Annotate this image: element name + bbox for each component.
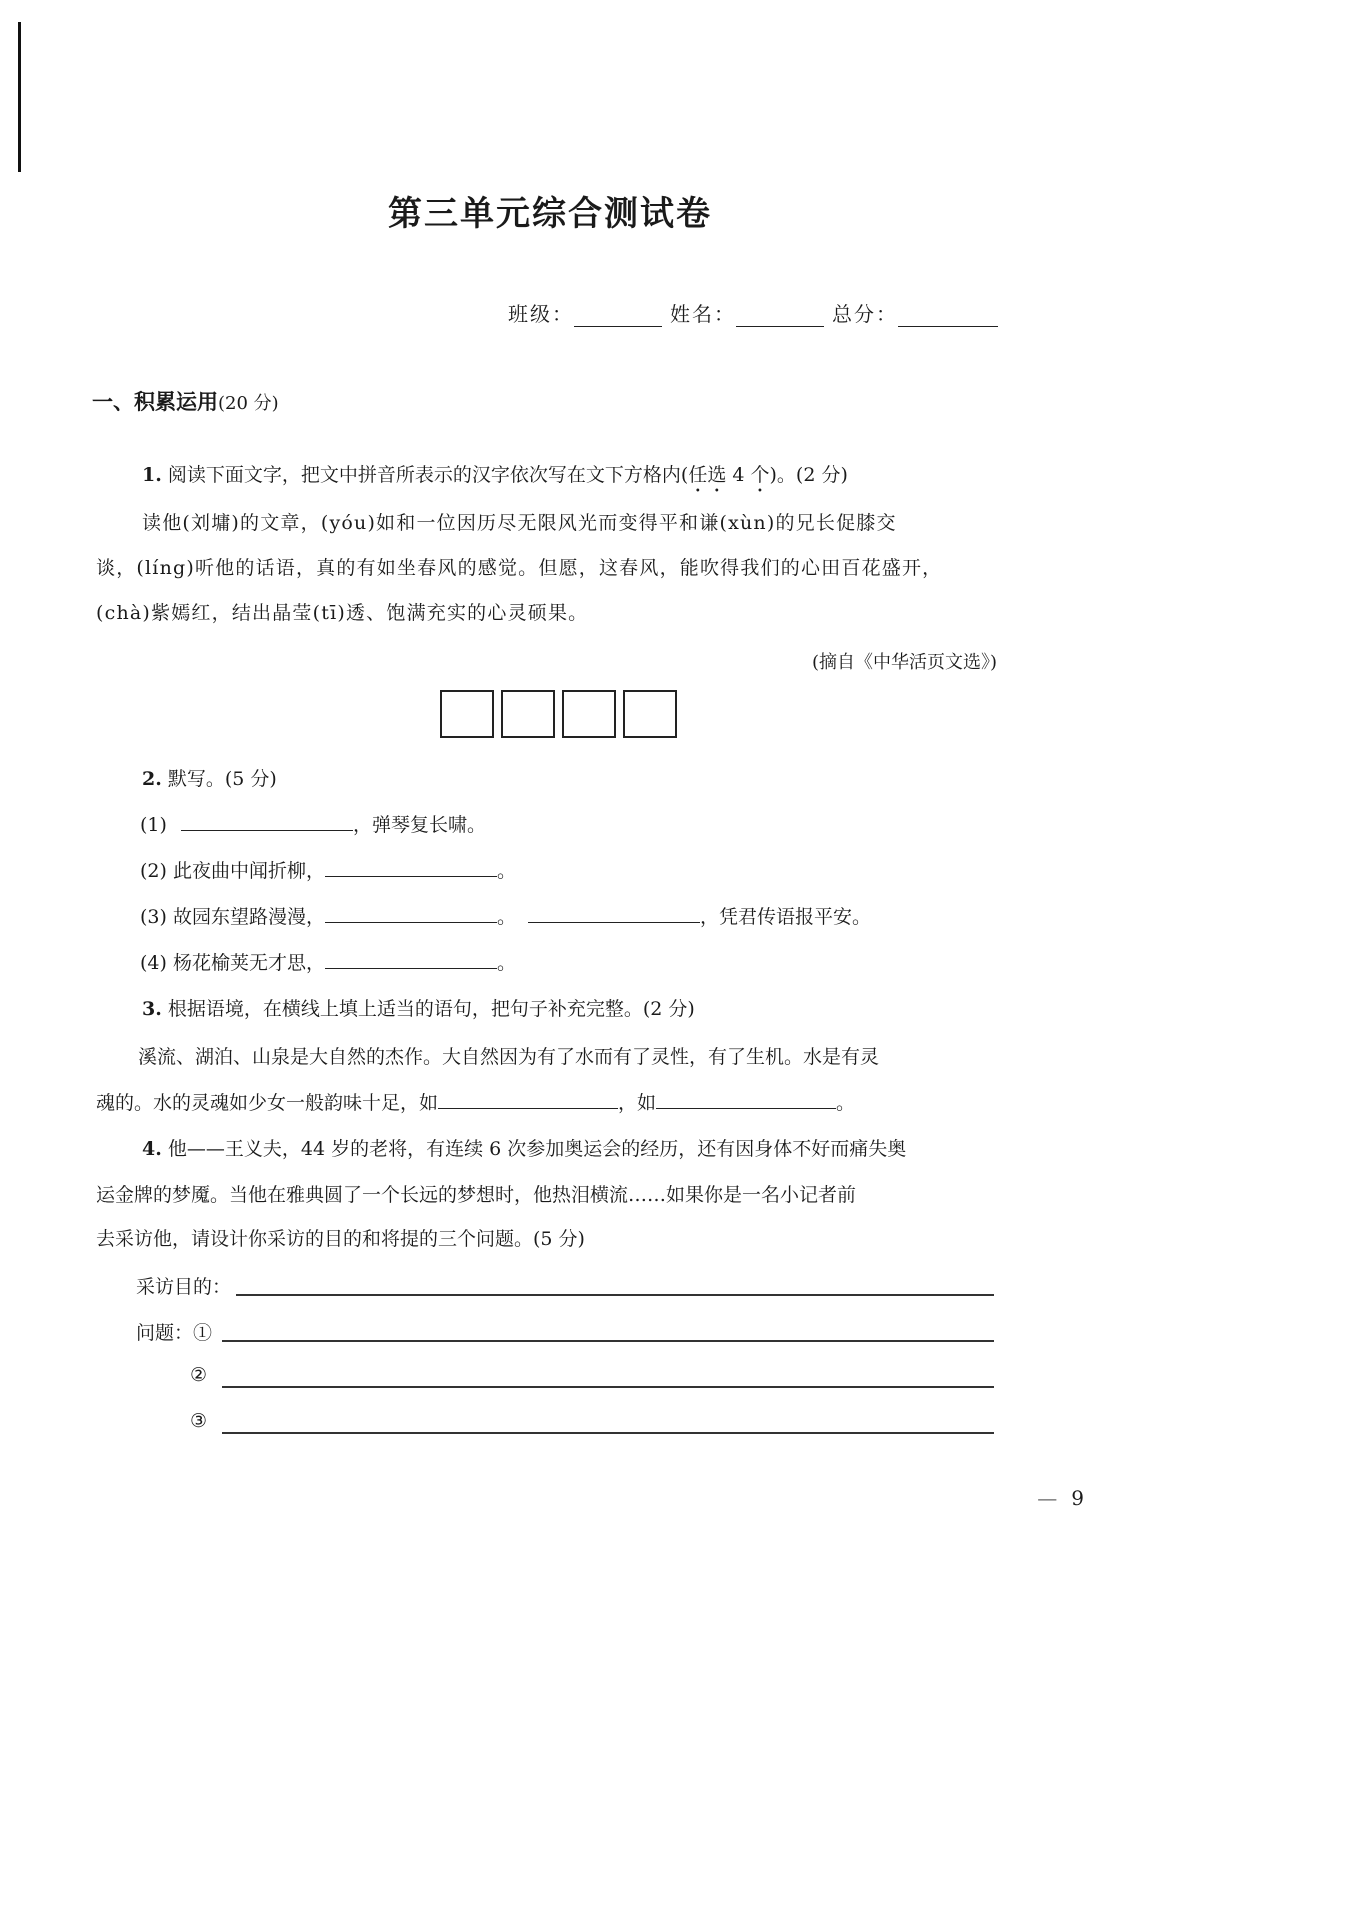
section-heading (92, 386, 279, 416)
q4-line-3: 去采访他，请设计你采访的目的和将提的三个问题。(5 分) (96, 1228, 585, 1250)
q2-item-2 (140, 856, 516, 883)
q3-line-2 (96, 1088, 855, 1115)
q1-number: 1. (142, 464, 162, 486)
answer-box[interactable] (501, 690, 555, 738)
page-title: 第三单元综合测试卷 (388, 194, 712, 234)
section-score: (20 分) (218, 393, 279, 414)
q1-emphasis-2: 个 (750, 464, 770, 486)
student-info (508, 298, 998, 327)
question-label (136, 1318, 212, 1345)
question-answer-line-3[interactable] (222, 1432, 994, 1434)
q1-passage-line-3: (chà)紫嫣红，结出晶莹(tī)透、饱满充实的心灵硕果。 (96, 602, 589, 624)
question-marker-3: ③ (190, 1410, 208, 1432)
q2-number: 2. (142, 768, 162, 790)
fill-blank[interactable] (325, 902, 497, 923)
fill-blank[interactable] (438, 1088, 618, 1109)
q4-line-2: 运金牌的梦魇。当他在雅典圆了一个长远的梦想时，他热泪横流……如果你是一名小记者前 (96, 1184, 857, 1206)
answer-boxes (440, 690, 684, 738)
section-label: 一、积累运用 (92, 390, 218, 414)
q1-emphasis: 任选 (688, 464, 727, 486)
q1-score: )。(2 分) (769, 464, 848, 486)
fill-blank[interactable] (181, 810, 353, 831)
q2-item-number: (3) (140, 906, 167, 928)
name-label: 姓名： (670, 302, 736, 326)
q2-item-4 (140, 948, 516, 975)
q1-source: (摘自《中华活页文选》) (811, 652, 997, 673)
q2-prompt (142, 764, 277, 791)
fill-blank[interactable] (656, 1088, 836, 1109)
question-answer-line-2[interactable] (222, 1386, 994, 1388)
q3-text: 魂的。水的灵魂如少女一般韵味十足，如 (96, 1092, 439, 1114)
q2-item-1 (140, 810, 486, 837)
q2-item-text: 。 (496, 952, 516, 974)
answer-box[interactable] (623, 690, 677, 738)
question-answer-line-1[interactable] (222, 1340, 994, 1342)
name-field[interactable] (736, 306, 824, 327)
q3-text: ，如 (618, 1092, 657, 1114)
q2-item-text: 。 (496, 860, 516, 882)
q2-item-text: ，弹琴复长啸。 (352, 814, 486, 836)
q1-count: 4 (726, 464, 751, 486)
page-number-value: 9 (1071, 1486, 1084, 1510)
score-field[interactable] (898, 306, 998, 327)
score-label: 总分： (832, 302, 898, 326)
answer-box[interactable] (440, 690, 494, 738)
q2-item-number: (4) (140, 952, 167, 974)
binding-line (18, 22, 21, 172)
purpose-label: 采访目的： (136, 1276, 232, 1298)
class-field[interactable] (574, 306, 662, 327)
q2-item-text: 。 (496, 906, 516, 928)
q1-prompt (142, 460, 848, 497)
fill-blank[interactable] (325, 948, 497, 969)
q2-item-number: (1) (140, 814, 167, 836)
fill-blank[interactable] (325, 856, 497, 877)
q1-prompt-text: 阅读下面文字，把文中拼音所表示的汉字依次写在文下方格内( (167, 464, 689, 486)
q4-text: 他——王义夫，44 岁的老将，有连续 6 次参加奥运会的经历，还有因身体不好而痛失奥 (167, 1138, 907, 1160)
q2-prompt-text: 默写。(5 分) (167, 768, 277, 790)
q1-passage-line-1: 读他(刘墉)的文章，(yóu)如和一位因历尽无限风光而变得平和谦(xùn)的兄长促膝交 (142, 512, 897, 534)
q3-number: 3. (142, 998, 162, 1020)
q2-item-3 (140, 902, 871, 929)
q2-item-text: ，凭君传语报平安。 (700, 906, 872, 928)
q3-text: 。 (836, 1092, 856, 1114)
q3-prompt-text: 根据语境，在横线上填上适当的语句，把句子补充完整。(2 分) (167, 998, 695, 1020)
class-label: 班级： (508, 302, 574, 326)
q3-prompt (142, 994, 695, 1021)
q1-passage-line-2: 谈，(líng)听他的话语，真的有如坐春风的感觉。但愿，这春风，能吹得我们的心田百花盛开， (96, 557, 943, 579)
fill-blank[interactable] (528, 902, 700, 923)
q4-number: 4. (142, 1138, 162, 1160)
q2-item-number: (2) (140, 860, 167, 882)
page-dash: — (1037, 1486, 1058, 1510)
question-label-text: 问题： (136, 1322, 194, 1344)
purpose-answer-line[interactable] (236, 1294, 994, 1296)
q2-item-text: 杨花榆荚无才思， (172, 952, 325, 974)
answer-box[interactable] (562, 690, 616, 738)
q2-item-text: 此夜曲中闻折柳， (172, 860, 325, 882)
q3-line-1: 溪流、湖泊、山泉是大自然的杰作。大自然因为有了水而有了灵性，有了生机。水是有灵 (138, 1046, 880, 1068)
question-marker-2: ② (190, 1364, 208, 1386)
q4-line-1 (142, 1134, 906, 1161)
q2-item-text: 故园东望路漫漫， (172, 906, 325, 928)
question-marker-1: ① (193, 1322, 213, 1344)
page-number (1037, 1486, 1084, 1510)
